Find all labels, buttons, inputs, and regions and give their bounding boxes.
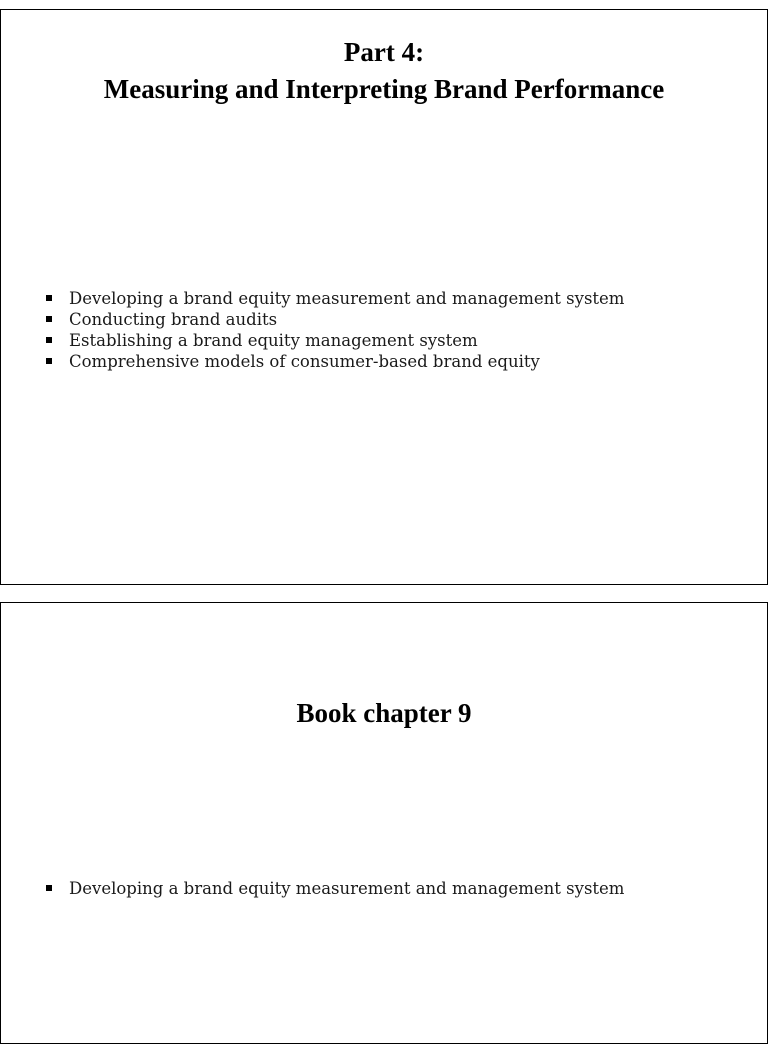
bullet-item bbox=[45, 330, 624, 351]
bullet-text: Conducting brand audits bbox=[69, 310, 278, 329]
bullet-item bbox=[45, 351, 624, 372]
bullet-text: Developing a brand equity measurement and management system bbox=[69, 289, 625, 308]
square-bullet-icon bbox=[46, 337, 52, 343]
slide-title: Book chapter 9 bbox=[296, 698, 472, 728]
bullet-list bbox=[45, 288, 624, 372]
square-bullet-icon bbox=[46, 316, 52, 322]
bullet-text: Comprehensive models of consumer-based brand equity bbox=[69, 352, 540, 371]
bullet-item bbox=[45, 878, 624, 899]
square-bullet-icon bbox=[46, 885, 52, 891]
slide-part-4 bbox=[0, 9, 768, 585]
bullet-item bbox=[45, 288, 624, 309]
slide-book-chapter-9 bbox=[0, 602, 768, 1044]
bullet-item bbox=[45, 309, 624, 330]
slide-title-line-1: Part 4: bbox=[343, 37, 425, 67]
square-bullet-icon bbox=[46, 358, 52, 364]
bullet-list bbox=[45, 878, 624, 899]
bullet-text: Establishing a brand equity management system bbox=[69, 331, 478, 350]
slide-title-line-2: Measuring and Interpreting Brand Performance bbox=[103, 74, 665, 104]
square-bullet-icon bbox=[46, 295, 52, 301]
bullet-text: Developing a brand equity measurement and management system bbox=[69, 879, 625, 898]
